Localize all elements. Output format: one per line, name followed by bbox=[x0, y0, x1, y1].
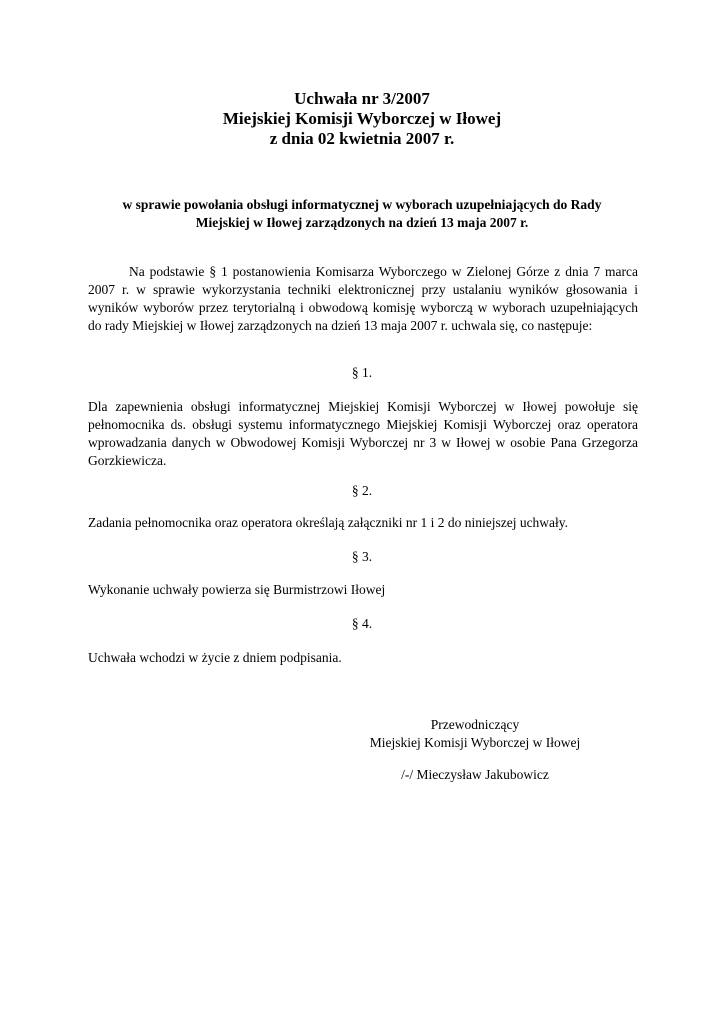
section-1-mark: § 1. bbox=[351, 365, 373, 380]
section-4-mark: § 4. bbox=[351, 616, 373, 631]
resolution-subject: w sprawie powołania obsługi informatycznej w wyborach uzupełniających do Rady Miejskiej w Iłowej zarządzonych na dzień 13 maja 2007 r. bbox=[122, 197, 602, 230]
commission-name: Miejskiej Komisji Wyborczej w Iłowej bbox=[222, 109, 502, 128]
section-2-text: Zadania pełnomocnika oraz operatora określają załączniki nr 1 i 2 do niniejszej uchwały. bbox=[88, 515, 569, 530]
section-2-mark: § 2. bbox=[351, 483, 373, 498]
signature-commission: Miejskiej Komisji Wyborczej w Iłowej bbox=[369, 735, 581, 750]
signature-role: Przewodniczący bbox=[430, 717, 520, 732]
section-3-text: Wykonanie uchwały powierza się Burmistrzowi Iłowej bbox=[88, 582, 386, 597]
resolution-date: z dnia 02 kwietnia 2007 r. bbox=[269, 129, 455, 148]
section-4-text: Uchwała wchodzi w życie z dniem podpisania. bbox=[88, 650, 342, 665]
signature-name: /-/ Mieczysław Jakubowicz bbox=[401, 767, 549, 782]
section-3-mark: § 3. bbox=[351, 549, 373, 564]
preamble-paragraph: Na podstawie § 1 postanowienia Komisarza Wyborczego w Zielonej Górze z dnia 7 marca 2007 r. w sprawie wykorzystania techniki elektronicznej przy ustalaniu wyników głosowania i wyników wyborów przez terytorialną i obwodową komisję wyborczą w wyborach uzupełniających do rady Miejskiej w Iłowej zarządzonych na dzień 13 maja 2007 r. uchwala się, co następuje: bbox=[88, 264, 638, 333]
section-1-text: Dla zapewnienia obsługi informatycznej Miejskiej Komisji Wyborczej w Iłowej powołuje się pełnomocnika ds. obsługi systemu informatycznego Miejskiej Komisji Wyborczej oraz operatora wprowadzania danych w Obwodowej Komisji Wyborczej nr 3 w Iłowej w osobie Pana Grzegorza Gorzkiewicza. bbox=[88, 399, 638, 468]
resolution-number: Uchwała nr 3/2007 bbox=[294, 89, 430, 108]
